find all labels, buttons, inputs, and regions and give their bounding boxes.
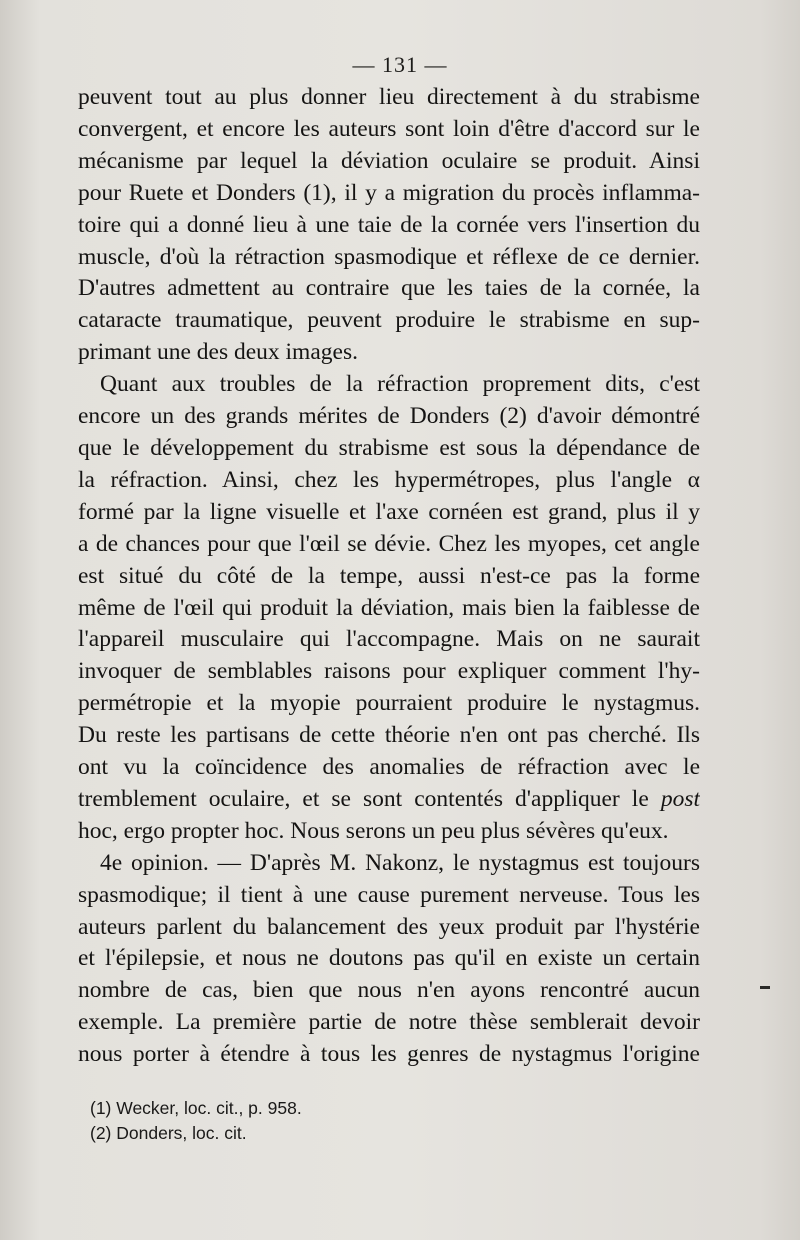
- text-line-2: convergent, et encore les auteurs sont loin d'être d'accord sur le: [78, 115, 700, 142]
- text-line-29: nombre de cas, bien que nous n'en ayons rencontré aucun: [78, 977, 700, 1004]
- footnotes: [90, 1096, 650, 1146]
- text-line-18: l'appareil musculaire qui l'accompagne. Mais on ne saurait: [78, 626, 700, 653]
- text-line-16: est situé du côté de la tempe, aussi n'est-ce pas la forme: [78, 562, 700, 589]
- text-line-3: mécanisme par lequel la déviation oculaire se produit. Ainsi: [78, 147, 700, 174]
- text-line-17: même de l'œil qui produit la déviation, mais bien la faiblesse de: [78, 594, 700, 621]
- text-line-5: toire qui a donné lieu à une taie de la cornée vers l'insertion du: [78, 211, 700, 238]
- text-line-22: ont vu la coïncidence des anomalies de réfraction avec le: [78, 754, 700, 781]
- text-line-24: hoc, ergo propter hoc. Nous serons un peu plus sévères qu'eux.: [78, 817, 669, 844]
- text-line-11: encore un des grands mérites de Donders (2) d'avoir démontré: [78, 403, 700, 430]
- text-line-6: muscle, d'où la rétraction spasmodique et réflexe de ce dernier.: [78, 243, 700, 270]
- page-number: — 131 —: [352, 52, 448, 77]
- text-line-31: nous porter à étendre à tous les genres de nystagmus l'origine: [78, 1041, 700, 1068]
- text-line-25: 4e opinion. — D'après M. Nakonz, le nystagmus est toujours: [100, 849, 700, 876]
- body-text: [78, 82, 700, 1071]
- text-line-19: invoquer de semblables raisons pour expliquer comment l'hy-: [78, 658, 700, 685]
- text-line-23-main: tremblement oculaire, et se sont contentés d'appliquer le: [78, 785, 649, 812]
- text-line-13: la réfraction. Ainsi, chez les hypermétropes, plus l'angle α: [78, 466, 700, 493]
- text-line-20: permétropie et la myopie pourraient produire le nystagmus.: [78, 690, 700, 717]
- text-line-10: Quant aux troubles de la réfraction proprement dits, c'est: [100, 371, 700, 398]
- text-line-27: auteurs parlent du balancement des yeux produit par l'hystérie: [78, 913, 700, 940]
- italic-post: post: [660, 785, 700, 812]
- footnote-2: (2) Donders, loc. cit.: [90, 1123, 247, 1143]
- text-line-23: [78, 784, 700, 816]
- text-line-12: que le développement du strabisme est sous la dépendance de: [78, 434, 700, 461]
- text-line-1: peuvent tout au plus donner lieu directement à du strabisme: [78, 84, 700, 110]
- text-line-7: D'autres admettent au contraire que les taies de la cornée, la: [78, 275, 700, 302]
- text-line-26: spasmodique; il tient à une cause purement nerveuse. Tous les: [78, 881, 700, 908]
- text-line-28: et l'épilepsie, et nous ne doutons pas qu'il en existe un certain: [78, 945, 700, 972]
- text-line-14: formé par la ligne visuelle et l'axe cornéen est grand, plus il y: [78, 498, 700, 525]
- text-line-30: exemple. La première partie de notre thèse semblerait devoir: [78, 1009, 700, 1036]
- text-line-15: a de chances pour que l'œil se dévie. Chez les myopes, cet angle: [78, 530, 700, 557]
- footnote-1: (1) Wecker, loc. cit., p. 958.: [90, 1098, 302, 1118]
- text-line-21: Du reste les partisans de cette théorie n'en ont pas cherché. Ils: [78, 722, 700, 749]
- text-line-9: primant une des deux images.: [78, 339, 358, 366]
- text-line-4: pour Ruete et Donders (1), il y a migration du procès inflamma-: [78, 179, 700, 206]
- text-line-8: cataracte traumatique, peuvent produire le strabisme en sup-: [78, 307, 700, 334]
- ink-smudge: [760, 986, 770, 989]
